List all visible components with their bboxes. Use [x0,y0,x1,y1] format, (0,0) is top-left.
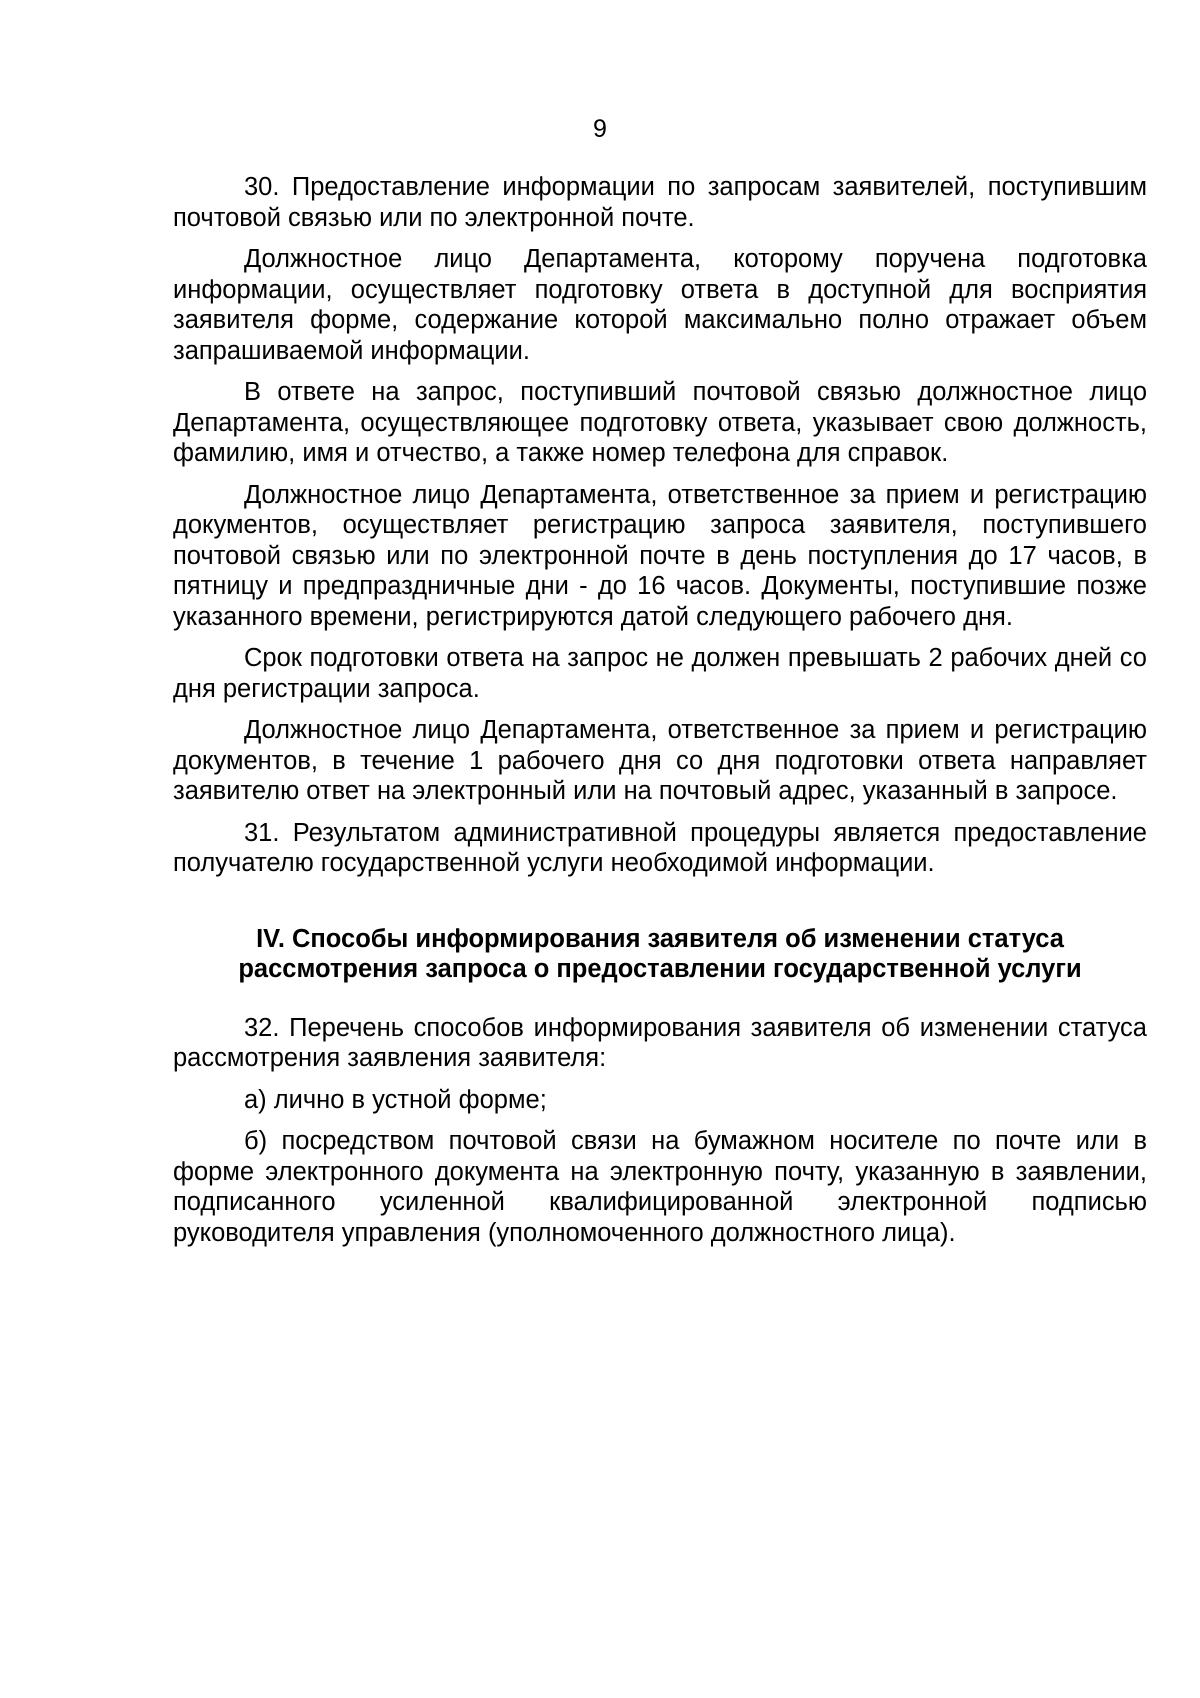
paragraph-response-deadline: Срок подготовки ответа на запрос не должен превышать 2 рабочих дней со дня регистрации запроса. [173,644,1147,703]
paragraph-response-signatory: В ответе на запрос, поступивший почтовой связью должностное лицо Департамента, осуществляющее подготовку ответа, указывает свою должность, фамилию, имя и отчество, а также номер телефона для справок. [173,378,1147,467]
paragraph-registration: Должностное лицо Департамента, ответственное за прием и регистрацию документов, осуществляет регистрацию запроса заявителя, поступившего почтовой связью или по электронной почте в день поступления до 17 часов, в пятницу и предпраздничные дни - до 16 часов. Документы, поступившие позже указанного времени, регистрируются датой следующего рабочего дня. [173,480,1147,631]
section-heading [173,924,1147,985]
section-heading-line-2: рассмотрения запроса о предоставлении государственной услуги [238,955,1082,983]
page-number: 9 [593,115,607,143]
paragraph-31-item: 31. Результатом административной процедуры является предоставление получателю государственной услуги необходимой информации. [173,818,1147,877]
section-heading-line-1: IV. Способы информирования заявителя об изменении статуса [256,924,1064,953]
paragraph-response-sending: Должностное лицо Департамента, ответственное за прием и регистрацию документов, в течение 1 рабочего дня со дня подготовки ответа направляет заявителю ответ на электронный или на почтовый адрес, указанный в запросе. [173,716,1147,805]
paragraph-32-item: 32. Перечень способов информирования заявителя об изменении статуса рассмотрения заявления заявителя: [173,1013,1147,1072]
paragraph-30-item: 30. Предоставление информации по запросам заявителей, поступившим почтовой связью или по электронной почте. [173,173,1147,232]
list-item-b: б) посредством почтовой связи на бумажном носителе по почте или в форме электронного документа на электронную почту, указанную в заявлении, подписанного усиленной квалифицированной электронной подписью руководителя управления (уполномоченного должностного лица). [173,1127,1147,1247]
section-spacer [173,890,1147,924]
document-body [173,172,1147,1259]
list-item-a: а) лично в устной форме; [244,1085,547,1114]
paragraph-response-preparation: Должностное лицо Департамента, которому поручена подготовка информации, осуществляет подготовку ответа в доступной для восприятия заявителя форме, содержание которой максимально полно отражает объем запрашиваемой информации. [173,245,1147,365]
